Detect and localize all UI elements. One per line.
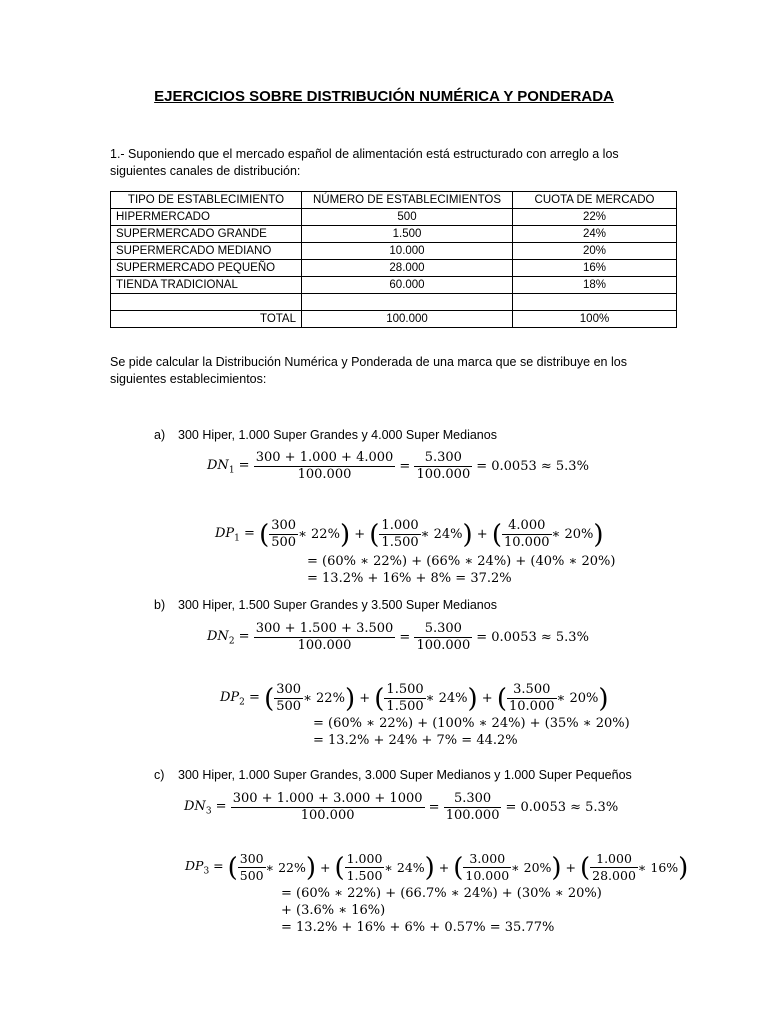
dn-a-symbol: $DN_1$ = (207, 457, 254, 476)
cell-tipo: SUPERMERCADO MEDIANO (111, 243, 302, 260)
dn-a-formula: $DN_1$ = $\frac{300 + 1.000 + 4.000}{100.000}$ = $\frac{5.300}{100.000}$ = 0.0053 ≈ 5.3% (207, 450, 589, 482)
dp-c-term2-pct: ∗ 24% (384, 860, 425, 875)
dp-b-term1-num: 300 (276, 682, 302, 697)
dn-c-result: = 0.0053 ≈ 5.3% (505, 800, 619, 815)
dn-b-denominator: 100.000 (297, 638, 352, 653)
dp-c-line-4: = 13.2% + 16% + 6% + 0.57% = 35.77% (281, 920, 555, 935)
cell-cuota: 18% (513, 277, 677, 294)
cell-numero: 28.000 (302, 260, 513, 277)
dp-c-term3-num: 3.000 (463, 851, 511, 868)
dp-b-term2-num: 1.500 (386, 682, 424, 697)
dp-a-formula: $DP_1$ = ( $\frac{300}{500}$ ∗ 22% ) + ( $\frac{1.000}{1.500}$ ∗ 24% ) + ( $\frac{4.000}{10.000}$ ∗ 20% ) (215, 518, 604, 550)
cell-tipo: SUPERMERCADO PEQUEÑO (111, 260, 302, 277)
dp-c-term2-num: 1.000 (346, 851, 383, 866)
table-total-row (111, 311, 677, 328)
dp-b-term1-den: 500 (276, 699, 302, 714)
dp-a-line-3: = 13.2% + 16% + 8% = 37.2% (307, 571, 512, 586)
cell-total-cuota: 100% (513, 311, 677, 328)
dp-c-term1-den: 500 (239, 868, 264, 883)
dp-c-term4-den: 28.000 (592, 868, 636, 883)
cell-tipo: HIPERMERCADO (111, 209, 302, 226)
dp-a-term2-num: 1.000 (381, 518, 419, 533)
intro-line-1: 1.- Suponiendo que el mercado español de alimentación está estructurado con arreglo a los (110, 147, 619, 161)
dp-c-term3-pct: ∗ 20% (511, 860, 552, 875)
dp-b-term3-den: 10.000 (509, 699, 555, 714)
dn-c-fraction (231, 791, 425, 824)
dp-c-line-3: + (3.6% ∗ 16%) (281, 903, 386, 918)
table-header-row (111, 192, 677, 209)
dp-c-term1-num: 300 (239, 851, 264, 866)
dn-c-denominator: 100.000 (300, 808, 355, 823)
exercise-a-label: a) (154, 428, 166, 442)
dn-a-numerator: 300 + 1.000 + 4.000 (255, 450, 394, 465)
cell-numero: 500 (302, 209, 513, 226)
dn-b-formula: $DN_2$ = $\frac{300 + 1.500 + 3.500}{100.000}$ = $\frac{5.300}{100.000}$ = 0.0053 ≈ 5.3% (207, 621, 589, 653)
intro-line-2: siguientes canales de distribución: (110, 164, 301, 178)
dn-a-denominator-2: 100.000 (416, 467, 471, 482)
dp-c-term3-den: 10.000 (465, 868, 510, 883)
dn-b-result: = 0.0053 ≈ 5.3% (476, 630, 589, 645)
table-row (111, 260, 677, 277)
dp-a-term1-num: 300 (271, 518, 297, 533)
dp-b-term2-pct: ∗ 24% (425, 691, 468, 706)
dn-a-fraction-2 (414, 450, 472, 483)
cell-tipo: TIENDA TRADICIONAL (111, 277, 302, 294)
dp-a-term1-pct: ∗ 22% (298, 527, 340, 542)
exercise-b-label: b) (154, 598, 166, 612)
dp-c-line-2: = (60% ∗ 22%) + (66.7% ∗ 24%) + (30% ∗ 20%) (281, 886, 602, 901)
intro-text (110, 146, 619, 180)
dp-c-term2-den: 1.500 (346, 868, 383, 883)
dp-a-line-2: = (60% ∗ 22%) + (66% ∗ 24%) + (40% ∗ 20%) (307, 554, 616, 569)
table-row (111, 243, 677, 260)
cell-cuota: 24% (513, 226, 677, 243)
cell-tipo: SUPERMERCADO GRANDE (111, 226, 302, 243)
cell-numero: 60.000 (302, 277, 513, 294)
dp-c-term1-pct: ∗ 22% (265, 860, 306, 875)
dp-a-term2-den: 1.500 (381, 535, 419, 550)
col-header-tipo: TIPO DE ESTABLECIMIENTO (111, 192, 302, 209)
dp-a-term2-pct: ∗ 24% (420, 527, 463, 542)
dp-c-formula: $DP_3$ = ( $\frac{300}{500}$ ∗ 22% ) + ( $\frac{1.000}{1.500}$ ∗ 24% ) + ( $\frac{3.000}{10.000}$ ∗ 20% ) + ( $\frac{1.000}{28.000}$ ∗ 16% ) (185, 851, 689, 883)
col-header-cuota: CUOTA DE MERCADO (513, 192, 677, 209)
dn-b-fraction-2 (414, 621, 472, 654)
exercise-a-text: 300 Hiper, 1.000 Super Grandes y 4.000 Super Medianos (178, 428, 497, 442)
cell-total-numero: 100.000 (302, 311, 513, 328)
dp-b-term3-num: 3.500 (507, 682, 557, 699)
exercise-c-text: 300 Hiper, 1.000 Super Grandes, 3.000 Super Medianos y 1.000 Super Pequeños (178, 768, 632, 782)
table-row (111, 277, 677, 294)
cell-total-label: TOTAL (111, 311, 302, 328)
dn-b-denominator-2: 100.000 (416, 638, 471, 653)
col-header-numero: NÚMERO DE ESTABLECIMIENTOS (302, 192, 513, 209)
cell-cuota: 16% (513, 260, 677, 277)
dp-b-term2-den: 1.500 (386, 699, 424, 714)
dn-a-fraction (254, 450, 396, 483)
dn-c-symbol: $DN_3$ = (184, 798, 231, 817)
dn-a-numerator-2: 5.300 (414, 450, 472, 467)
dp-b-line-3: = 13.2% + 24% + 7% = 44.2% (313, 733, 518, 748)
question-line-2: siguientes establecimientos: (110, 372, 267, 386)
page-title: EJERCICIOS SOBRE DISTRIBUCIÓN NUMÉRICA Y PONDERADA (154, 88, 614, 105)
cell-numero: 10.000 (302, 243, 513, 260)
dp-b-line-2: = (60% ∗ 22%) + (100% ∗ 24%) + (35% ∗ 20%) (313, 716, 630, 731)
dn-c-denominator-2: 100.000 (445, 808, 500, 823)
dn-b-numerator: 300 + 1.500 + 3.500 (255, 621, 394, 636)
dn-b-fraction (254, 621, 396, 654)
dn-b-numerator-2: 5.300 (414, 621, 472, 638)
dp-a-term3-pct: ∗ 20% (551, 527, 594, 542)
dp-a-symbol: $DP_1$ = (215, 525, 260, 544)
exercise-b-text: 300 Hiper, 1.500 Super Grandes y 3.500 Super Medianos (178, 598, 497, 612)
dn-c-fraction-2 (444, 791, 502, 824)
dn-a-result: = 0.0053 ≈ 5.3% (476, 459, 589, 474)
distribution-table (110, 191, 677, 328)
dp-b-formula: $DP_2$ = ( $\frac{300}{500}$ ∗ 22% ) + ( $\frac{1.500}{1.500}$ ∗ 24% ) + ( $\frac{3.500}{10.000}$ ∗ 20% ) (220, 682, 609, 714)
dn-c-numerator: 300 + 1.000 + 3.000 + 1000 (232, 791, 423, 806)
dn-c-numerator-2: 5.300 (444, 791, 502, 808)
empty-cell (302, 294, 513, 311)
dn-c-formula: $DN_3$ = $\frac{300 + 1.000 + 3.000 + 1000}{100.000}$ = $\frac{5.300}{100.000}$ = 0.0053 ≈ 5.3% (184, 791, 619, 823)
empty-cell (111, 294, 302, 311)
dp-c-term4-pct: ∗ 16% (637, 860, 679, 875)
empty-cell (513, 294, 677, 311)
cell-numero: 1.500 (302, 226, 513, 243)
dp-c-term4-num: 1.000 (590, 851, 638, 868)
dp-b-term3-pct: ∗ 20% (556, 691, 599, 706)
table-row (111, 226, 677, 243)
dp-a-term3-num: 4.000 (502, 518, 552, 535)
cell-cuota: 20% (513, 243, 677, 260)
dp-b-symbol: $DP_2$ = (220, 689, 265, 708)
dn-b-symbol: $DN_2$ = (207, 628, 254, 647)
table-empty-row (111, 294, 677, 311)
question-text (110, 354, 627, 388)
table-row (111, 209, 677, 226)
exercise-c-label: c) (154, 768, 165, 782)
question-line-1: Se pide calcular la Distribución Numérica y Ponderada de una marca que se distribuye en los (110, 355, 627, 369)
dp-c-symbol: $DP_3$ = (185, 858, 228, 877)
dn-a-denominator: 100.000 (297, 467, 352, 482)
dp-a-term1-den: 500 (271, 535, 297, 550)
cell-cuota: 22% (513, 209, 677, 226)
dp-a-term3-den: 10.000 (504, 535, 550, 550)
dp-b-term1-pct: ∗ 22% (303, 691, 345, 706)
